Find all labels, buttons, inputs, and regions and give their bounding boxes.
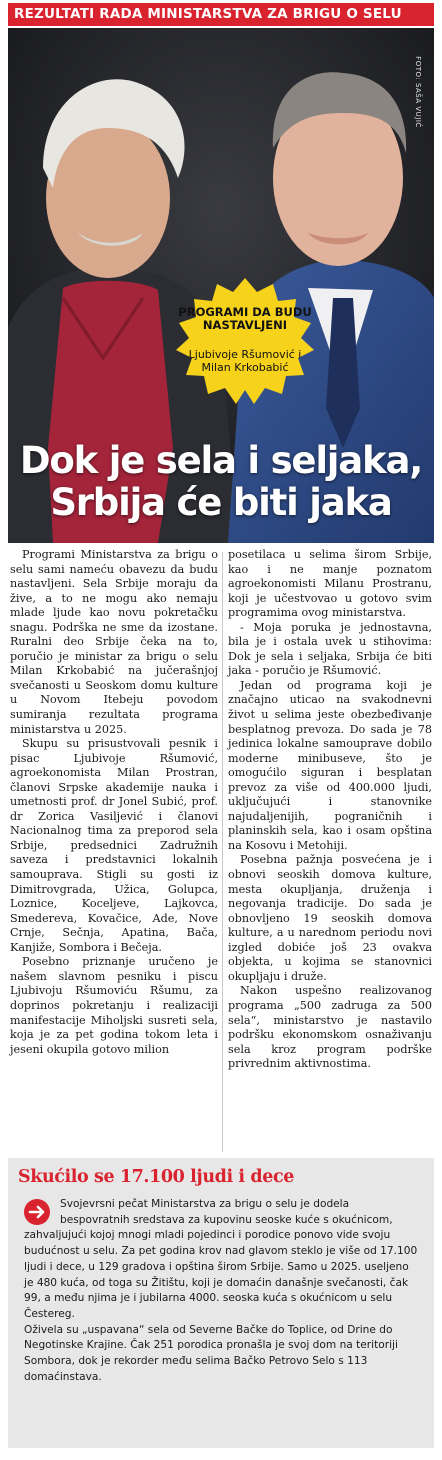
- photo-credit: FOTO: SAŠA VUJIĆ: [414, 56, 423, 128]
- headline: [8, 440, 434, 524]
- headline-line-2: Srbija će biti jaka: [50, 481, 392, 524]
- paragraph: Posebno priznanje uručeno je našem slavnom pesniku i piscu Ljubivoju Ršumoviću Ršumu, za doprinos pokretanju i realizaciji manifestacije Miholjski susreti sela, koja je za pet godina tokom leta i jeseni okupila gotovo milion: [10, 955, 218, 1056]
- sidebar-title: Skućilo se 17.100 ljudi i dece: [18, 1167, 294, 1187]
- section-header: [0, 0, 442, 28]
- sidebar-paragraph: Oživela su „uspavana“ sela od Severne Bačke do Toplice, od Drine do Negotinske Krajine. Čak 251 porodica pronašla je svoj dom na teritoriji Sombora, dok je rekorder među selima Bačko Petrovo Selo s 113 domaćinstava.: [24, 1323, 398, 1383]
- sidebar-paragraph: Svojevrsni pečat Ministarstva za brigu o selu je dodela bespovratnih sredstava za kupovinu seoske kuće s okućnicom, zahvaljujući kojoj mnogi mladi pojedinci i porodice ponovo vide svoju budućnost u selu. Za pet godina krov nad glavom steklo je više od 17.100 ljudi i dece, u 129 gradova i opština širom Srbije. Samo u 2025. useljeno je 480 kuća, od toga su Žitištu, koji je domaćin današnje svečanosti, čak 99, a među njima je i jubilarna 4000. seoska kuća s okućnicom u selu Čestereg.: [24, 1198, 418, 1320]
- starburst-badge: [174, 278, 316, 406]
- sidebar-text: [24, 1197, 420, 1385]
- paragraph: Posebna pažnja posvećena je i obnovi seoskih domova kulture, mesta okupljanja, druženja i negovanja tradicije. Do sada je obnovljeno 19 seoskih domova kulture, a u narednom periodu novi izgled dobiće još 23 ovakva objekta, u kojima se stanovnici okupljaju i druže.: [228, 853, 432, 983]
- headline-line-1: Dok je sela i seljaka,: [19, 439, 423, 482]
- paragraph: Skupu su prisustvovali pesnik i pisac Ljubivoje Ršumović, agroekonomista Milan Prostran, članovi Srpske akademije nauka i umetnosti prof. dr Jonel Subić, prof. dr Zorica Vasiljević i članovi Nacionalnog tima za preporod sela Srbije, predsednici Zadružnih saveza i predstavnici lokalnih samouprava. Stigli su gosti iz Dimitrovgrada, Užica, Golupca, Loznice, Koceljeve, Lajkovca, Smedereva, Kovačice, Ade, Nove Crnje, Sečnja, Apatina, Bača, Kanjiže, Sombora i Bečeja.: [10, 737, 218, 954]
- article-photo: [8, 28, 434, 543]
- paragraph: - Moja poruka je jednostavna, bila je i ostala uvek u stihovima: Dok je sela i seljaka, Srbija će biti jaka - poručio je Ršumović.: [228, 620, 432, 678]
- section-label: REZULTATI RADA MINISTARSTVA ZA BRIGU O SELU: [14, 6, 402, 22]
- paragraph: Programi Ministarstva za brigu o selu sami nameću obavezu da budu nastavljeni. Sela Srbije moraju da žive, a to ne mogu ako nemaju mlade ljude kao novu pokretačku snagu. Podrška ne sme da izostane. Ruralni deo Srbije čeka na to, poručio je ministar za brigu o selu Milan Krkobabić na jučerašnjoj svečanosti u Seoskom domu kulture u Novom Itebeju povodom sumiranja rezultata programa ministarstva u 2025.: [10, 548, 218, 736]
- paragraph: Jedan od programa koji je značajno uticao na svakodnevni život u selima jeste obezbeđivanje besplatnog prevoza. Do sada je 78 jedinica lokalne samouprave dobilo moderne minibuseve, što je omogućilo siguran i besplatan prevoz za više od 400.000 ljudi, uključujući i stanovnike najudaljenijih, pograničnih i planinskih sela, kao i osam opština na Kosovu i Metohiji.: [228, 678, 432, 852]
- paragraph: posetilaca u selima širom Srbije, kao i ne manje poznatom agroekonomisti Milanu Prostranu, koji je učestvovao u gotovo svim programima ovog ministarstva.: [228, 548, 432, 620]
- starburst-shape: [174, 278, 316, 406]
- badge-caption: Ljubivoje Ršumović i Milan Krkobabić: [188, 348, 302, 374]
- badge-title: PROGRAMI DA BUDU NASTAVLJENI: [178, 305, 312, 332]
- column-divider: [222, 552, 223, 1152]
- paragraph: Nakon uspešno realizovanog programa „500 zadruga za 500 sela“, ministarstvo je nastavilo podršku ekonomskom osnaživanju sela kroz program podrške privrednim aktivnostima.: [228, 984, 432, 1071]
- article-column-1: [10, 548, 218, 1057]
- article-column-2: [228, 548, 432, 1072]
